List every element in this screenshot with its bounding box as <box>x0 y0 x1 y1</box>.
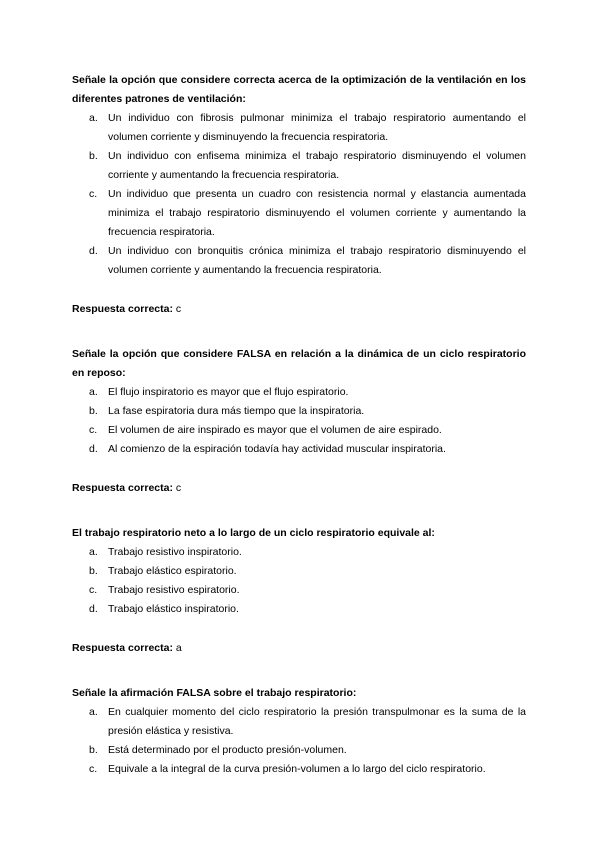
option-letter: c. <box>89 188 98 200</box>
option-letter: d. <box>89 443 98 455</box>
answer-label: Respuesta correcta: <box>72 642 173 654</box>
options-list <box>72 703 526 779</box>
option-d <box>72 440 526 459</box>
option-text: Trabajo resistivo espiratorio. <box>108 584 240 596</box>
options-list <box>72 383 526 459</box>
option-a <box>72 109 526 147</box>
option-c <box>72 185 526 242</box>
question-stem: Señale la afirmación FALSA sobre el trabajo respiratorio: <box>72 687 357 699</box>
option-letter: a. <box>89 706 98 718</box>
option-c <box>72 581 526 600</box>
option-text: Trabajo elástico espiratorio. <box>108 565 237 577</box>
option-text: Un individuo con enfisema minimiza el trabajo respiratorio disminuyendo el volumen corriente y aumentando la frecuencia respiratoria. <box>108 150 526 181</box>
answer-value: c <box>175 303 182 315</box>
option-letter: b. <box>89 150 98 162</box>
option-letter: a. <box>89 546 98 558</box>
answer-label: Respuesta correcta: <box>72 303 173 315</box>
option-a <box>72 543 526 562</box>
option-c <box>72 421 526 440</box>
option-letter: c. <box>89 584 98 596</box>
option-letter: d. <box>89 603 98 615</box>
question-2 <box>72 345 526 498</box>
option-text: Un individuo que presenta un cuadro con resistencia normal y elastancia aumentada minimiza el trabajo respiratorio disminuyendo el volumen corriente y aumentando la frecuencia respiratoria. <box>108 188 526 238</box>
option-a <box>72 703 526 741</box>
option-d <box>72 600 526 619</box>
answer-value: c <box>175 482 182 494</box>
answer-value: a <box>175 642 182 654</box>
option-text: Al comienzo de la espiración todavía hay actividad muscular inspiratoria. <box>108 443 446 455</box>
option-b <box>72 741 526 760</box>
option-letter: b. <box>89 565 98 577</box>
question-stem: Señale la opción que considere FALSA en relación a la dinámica de un ciclo respiratorio en reposo: <box>72 348 526 379</box>
option-a <box>72 383 526 402</box>
option-b <box>72 147 526 185</box>
option-text: Un individuo con bronquitis crónica minimiza el trabajo respiratorio disminuyendo el volumen corriente y aumentando la frecuencia respiratoria. <box>108 245 526 276</box>
option-letter: c. <box>89 424 98 436</box>
correct-answer <box>72 479 526 498</box>
correct-answer <box>72 639 526 658</box>
option-b <box>72 402 526 421</box>
question-1 <box>72 71 526 319</box>
option-letter: a. <box>89 386 98 398</box>
correct-answer <box>72 300 526 319</box>
option-text: La fase espiratoria dura más tiempo que la inspiratoria. <box>108 405 365 417</box>
options-list <box>72 543 526 619</box>
option-text: Trabajo elástico inspiratorio. <box>108 603 239 615</box>
document-page <box>72 71 526 805</box>
option-text: El flujo inspiratorio es mayor que el flujo espiratorio. <box>108 386 349 398</box>
option-text: Trabajo resistivo inspiratorio. <box>108 546 242 558</box>
question-3 <box>72 524 526 658</box>
option-text: Está determinado por el producto presión-volumen. <box>108 744 347 756</box>
option-d <box>72 242 526 280</box>
option-text: El volumen de aire inspirado es mayor que el volumen de aire espirado. <box>108 424 442 436</box>
option-text: En cualquier momento del ciclo respiratorio la presión transpulmonar es la suma de la presión elástica y resistiva. <box>108 706 526 737</box>
answer-label: Respuesta correcta: <box>72 482 173 494</box>
option-text: Un individuo con fibrosis pulmonar minimiza el trabajo respiratorio aumentando el volumen corriente y disminuyendo la frecuencia respiratoria. <box>108 112 526 143</box>
option-text: Equivale a la integral de la curva presión-volumen a lo largo del ciclo respiratorio. <box>108 763 486 775</box>
option-letter: b. <box>89 405 98 417</box>
option-letter: c. <box>89 763 98 775</box>
option-letter: d. <box>89 245 98 257</box>
question-stem: Señale la opción que considere correcta acerca de la optimización de la ventilación en los diferentes patrones de ventilación: <box>72 74 526 105</box>
option-b <box>72 562 526 581</box>
question-stem: El trabajo respiratorio neto a lo largo de un ciclo respiratorio equivale al: <box>72 527 435 539</box>
option-letter: b. <box>89 744 98 756</box>
question-4 <box>72 684 526 779</box>
options-list <box>72 109 526 280</box>
option-c <box>72 760 526 779</box>
option-letter: a. <box>89 112 98 124</box>
